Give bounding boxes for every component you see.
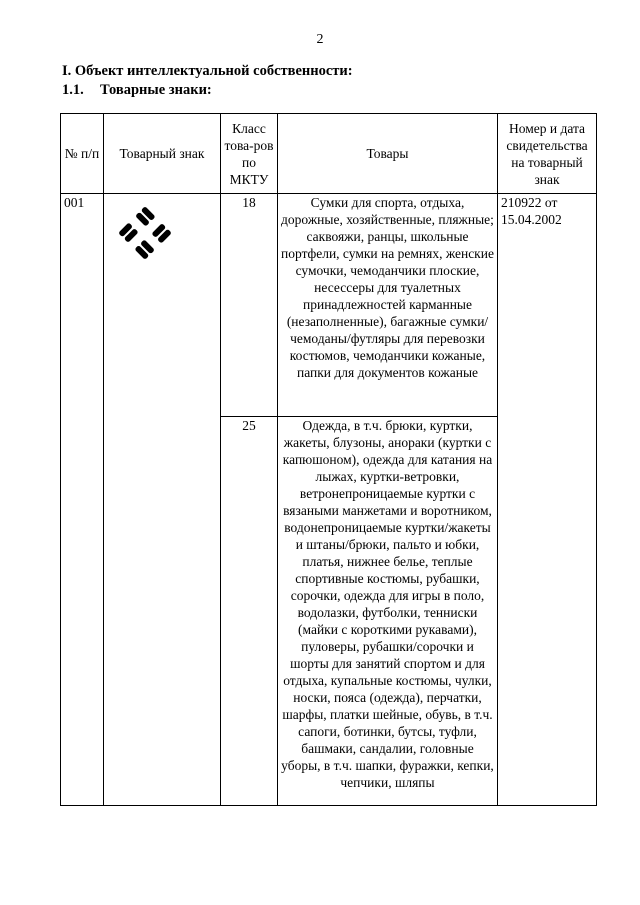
class-cell: 25 <box>221 417 278 806</box>
header-class: Класс това-ров по МКТУ <box>221 114 278 194</box>
class-cell: 18 <box>221 194 278 417</box>
header-goods: Товары <box>278 114 498 194</box>
section-heading: I. Объект интеллектуальной собственности: <box>62 63 353 79</box>
trademark-cell <box>104 194 221 806</box>
subsection-heading <box>62 82 212 99</box>
goods-cell: Одежда, в т.ч. брюки, куртки, жакеты, блузоны, анораки (куртки с капюшоном), одежда для катания на лыжах, куртки-ветровки, ветронепроницаемые куртки с вязаными манжетами и воротником, водонепроницаемые куртки/жакеты и штаны/брюки, пальто и юбки, платья, нижнее белье, теплые спортивные костюмы, рубашки, сорочки, одежда для игры в поло, водолазки, футболки, тенниски (майки с короткими рукавами), пуловеры, рубашки/сорочки и шорты для занятий спортом и для отдыха, купальные костюмы, чулки, носки, пояса (одежда), перчатки, шарфы, платки шейные, обувь, в т.ч. сапоги, ботинки, бутсы, туфли, башмаки, сандалии, головные уборы, в т.ч. шапки, фуражки, кепки, чепчики, шляпы <box>278 417 498 806</box>
header-registration: Номер и дата свидетельства на товарный знак <box>498 114 597 194</box>
row-num: 001 <box>61 194 104 806</box>
header-num: № п/п <box>61 114 104 194</box>
header-mark: Товарный знак <box>104 114 221 194</box>
trademark-logo-icon <box>117 205 173 261</box>
page-number: 2 <box>316 32 324 47</box>
registration-cell: 210922 от 15.04.2002 <box>498 194 597 806</box>
subsection-number: 1.1. <box>62 82 84 98</box>
table-row <box>61 194 597 417</box>
trademarks-table <box>60 113 597 806</box>
goods-cell: Сумки для спорта, отдыха, дорожные, хозяйственные, пляжные; саквояжи, ранцы, школьные портфели, сумки на ремнях, женские сумочки, чемоданчики плоские, несессеры для туалетных принадлежностей карманные (незаполненные), багажные сумки/чемоданы/футляры для перевозки костюмов, чемоданчики кожаные, папки для документов кожаные <box>278 194 498 417</box>
table-header-row <box>61 114 597 194</box>
subsection-title: Товарные знаки: <box>100 82 212 98</box>
